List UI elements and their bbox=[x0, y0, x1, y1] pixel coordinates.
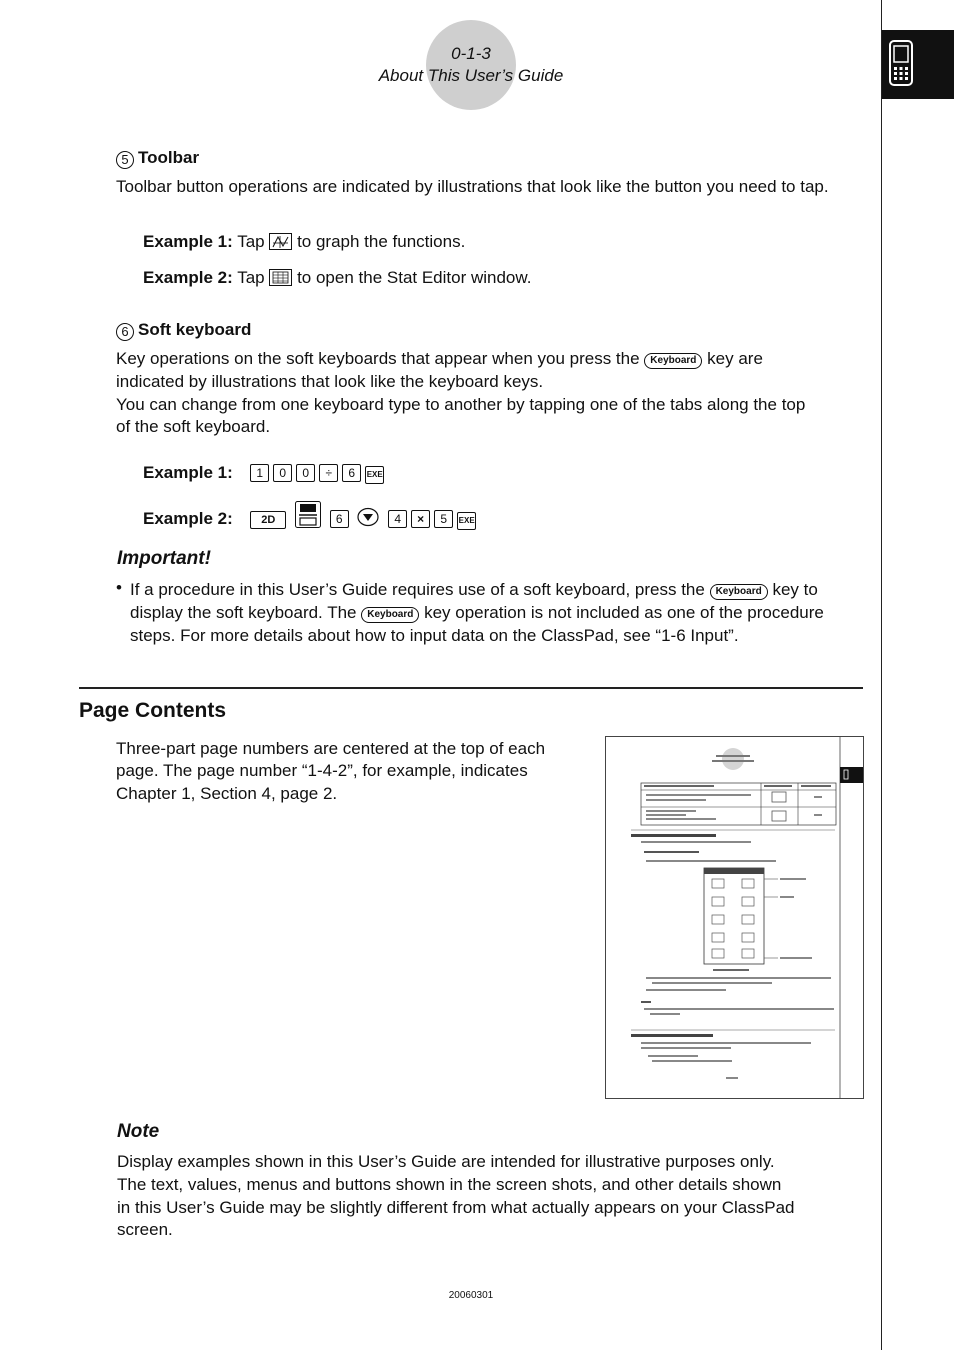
note-line-1: Display examples shown in this User’s Guide are intended for illustrative purposes only. bbox=[117, 1152, 775, 1171]
key-divide: ÷ bbox=[319, 464, 338, 482]
key-exe: EXE bbox=[457, 512, 476, 530]
graph-button-icon bbox=[269, 233, 292, 250]
soft-keyboard-example-2 bbox=[143, 501, 480, 530]
margin-rule bbox=[881, 0, 882, 1350]
chapter-tab bbox=[882, 30, 954, 99]
body-text: If a procedure in this User’s Guide requires use of a soft keyboard, press the bbox=[130, 580, 705, 599]
keyboard-key: Keyboard bbox=[644, 353, 702, 369]
important-line-3: steps. For more details about how to input data on the ClassPad, see “1-6 Input”. bbox=[130, 626, 739, 645]
toolbar-body: Toolbar button operations are indicated by illustrations that look like the button you need to tap. bbox=[116, 177, 829, 196]
example-text: to open the Stat Editor window. bbox=[297, 268, 532, 287]
key-6: 6 bbox=[342, 464, 361, 482]
header-circle bbox=[426, 20, 516, 110]
keyboard-key: Keyboard bbox=[361, 607, 419, 623]
example-label: Example 2: bbox=[143, 268, 233, 287]
body-text: Key operations on the soft keyboards that appear when you press the bbox=[116, 349, 640, 368]
page-contents-line-3: Chapter 1, Section 4, page 2. bbox=[116, 784, 338, 803]
body-text: key to bbox=[772, 580, 818, 599]
page-contents-line-1: Three-part page numbers are centered at the top of each bbox=[116, 739, 546, 758]
toolbar-heading-text: Toolbar bbox=[138, 148, 200, 167]
key-0: 0 bbox=[273, 464, 292, 482]
soft-keyboard-heading bbox=[116, 318, 251, 341]
key-2d-tab: 2D bbox=[250, 511, 286, 529]
bullet: • bbox=[116, 578, 122, 597]
toolbar-example-2 bbox=[143, 266, 531, 289]
cursor-down-key-icon bbox=[357, 507, 379, 527]
item-number: 5 bbox=[116, 151, 134, 169]
item-number: 6 bbox=[116, 323, 134, 341]
example-text: Tap bbox=[237, 268, 265, 287]
example-label: Example 1: bbox=[143, 463, 233, 482]
example-text: Tap bbox=[237, 232, 265, 251]
soft-keyboard-body-4: of the soft keyboard. bbox=[116, 417, 271, 436]
body-text: display the soft keyboard. The bbox=[130, 603, 357, 622]
keyboard-key: Keyboard bbox=[710, 584, 768, 600]
toolbar-heading bbox=[116, 146, 199, 169]
key-exe: EXE bbox=[365, 466, 384, 484]
page-number: 0-1-3 bbox=[451, 44, 491, 63]
page-contents-heading: Page Contents bbox=[79, 699, 227, 722]
section-divider bbox=[79, 687, 863, 689]
soft-keyboard-body-1 bbox=[116, 347, 763, 370]
soft-keyboard-heading-text: Soft keyboard bbox=[138, 320, 252, 339]
note-line-4: screen. bbox=[117, 1220, 173, 1239]
soft-keyboard-body-2: indicated by illustrations that look like the keyboard keys. bbox=[116, 372, 544, 391]
sample-page-thumbnail bbox=[605, 736, 864, 1099]
important-line-2 bbox=[130, 601, 824, 624]
key-5: 5 bbox=[434, 510, 453, 528]
example-label: Example 1: bbox=[143, 232, 233, 251]
body-text: key are bbox=[707, 349, 763, 368]
fraction-template-key-icon bbox=[295, 501, 321, 528]
body-text: key operation is not included as one of the procedure bbox=[424, 603, 824, 622]
footer-date-code: 20060301 bbox=[448, 1290, 494, 1301]
key-4: 4 bbox=[388, 510, 407, 528]
example-label: Example 2: bbox=[143, 509, 233, 528]
key-0: 0 bbox=[296, 464, 315, 482]
toolbar-example-1 bbox=[143, 230, 465, 253]
sample-page-illustration bbox=[606, 737, 863, 1098]
important-heading: Important! bbox=[117, 548, 211, 569]
note-line-3: in this User’s Guide may be slightly different from what actually appears on your ClassPad bbox=[117, 1198, 795, 1217]
key-multiply: × bbox=[411, 510, 430, 528]
page-contents-line-2: page. The page number “1-4-2”, for example, indicates bbox=[116, 761, 528, 780]
note-heading: Note bbox=[117, 1121, 160, 1142]
soft-keyboard-example-1 bbox=[143, 461, 388, 484]
stat-editor-button-icon bbox=[269, 269, 292, 286]
soft-keyboard-body-3: You can change from one keyboard type to another by tapping one of the tabs along the top bbox=[116, 395, 806, 414]
key-6: 6 bbox=[330, 510, 349, 528]
note-line-2: The text, values, menus and buttons shown in the screen shots, and other details shown bbox=[117, 1175, 782, 1194]
page-title: About This User’s Guide bbox=[378, 66, 564, 85]
example-text: to graph the functions. bbox=[297, 232, 466, 251]
important-line-1 bbox=[130, 578, 818, 601]
calculator-icon bbox=[888, 40, 914, 86]
key-1: 1 bbox=[250, 464, 269, 482]
